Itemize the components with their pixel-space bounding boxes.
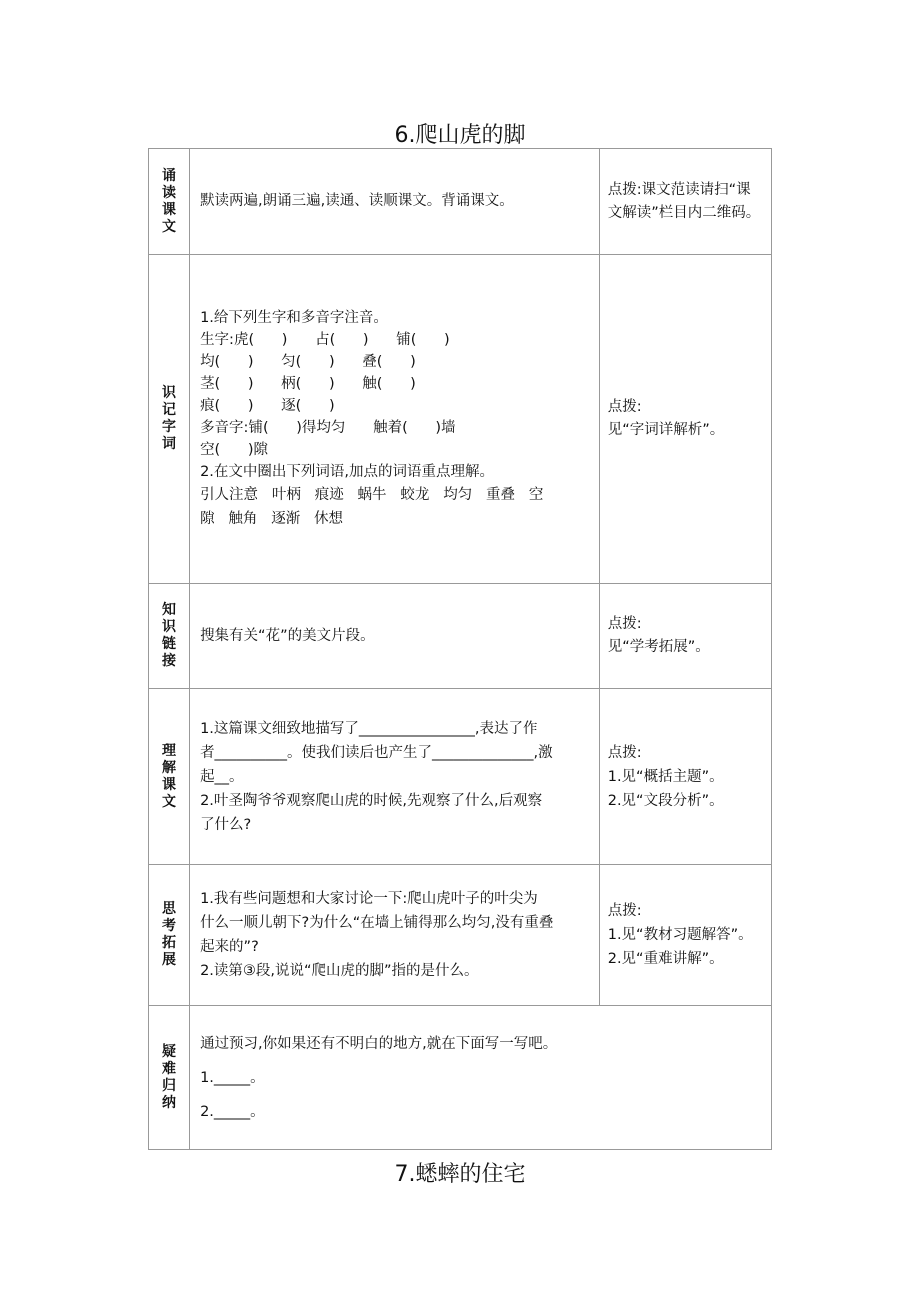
content-line: 生字:虎( ) 占( ) 铺( ) bbox=[200, 332, 450, 348]
tip-cell bbox=[599, 255, 771, 584]
tip-line: 1.见“教材习题解答”。 bbox=[607, 927, 753, 943]
tip-line: 点拨: bbox=[607, 903, 642, 919]
tip-line: 见“学考拓展”。 bbox=[607, 639, 710, 655]
tip-line: 见“字词详解析”。 bbox=[607, 422, 725, 438]
answer-line-2: 2._____。 bbox=[200, 1103, 265, 1120]
tip-line: 1.见“概括主题”。 bbox=[607, 768, 724, 785]
row-content bbox=[190, 584, 600, 689]
row-label: 知识链接 bbox=[149, 584, 190, 689]
tip-line: 点拨: bbox=[607, 616, 642, 632]
tip-cell bbox=[599, 865, 771, 1006]
row-content bbox=[190, 149, 600, 255]
answer-line-1: 1._____。 bbox=[200, 1069, 265, 1086]
content-line: 痕( ) 逐( ) bbox=[200, 398, 335, 414]
row-knowledge-link bbox=[149, 584, 772, 689]
tip-cell bbox=[599, 149, 771, 255]
content-line: 多音字:铺( )得均匀 触着( )墙 bbox=[200, 420, 456, 436]
content-line: 起__。 bbox=[200, 768, 244, 785]
preview-table bbox=[148, 148, 772, 1150]
row-content bbox=[190, 255, 600, 584]
row-recite bbox=[149, 149, 772, 255]
content-line: 2.读第③段,说说“爬山虎的脚”指的是什么。 bbox=[200, 963, 479, 979]
row-extension bbox=[149, 865, 772, 1006]
tip-line: 点拨: bbox=[607, 744, 642, 761]
content-line: 什么一顺儿朝下?为什么“在墙上铺得那么均匀,没有重叠 bbox=[200, 915, 554, 931]
tip-line: 2.见“文段分析”。 bbox=[607, 792, 724, 809]
content-line: 默读两遍,朗诵三遍,读通、读顺课文。背诵课文。 bbox=[200, 193, 514, 209]
content-line: 引人注意 叶柄 痕迹 蜗牛 蛟龙 均匀 重叠 空 bbox=[200, 487, 544, 503]
content-line: 空( )隙 bbox=[200, 442, 269, 458]
tip-line: 点拨:课文范读请扫“课文解读”栏目内二维码。 bbox=[607, 181, 761, 221]
row-understanding bbox=[149, 689, 772, 865]
content-line: 了什么? bbox=[200, 816, 252, 833]
content-line: 2.在文中圈出下列词语,加点的词语重点理解。 bbox=[200, 464, 495, 480]
next-lesson-title: 7.蟋蟀的住宅 bbox=[394, 1162, 526, 1187]
row-content bbox=[190, 1006, 772, 1150]
tip-cell bbox=[599, 584, 771, 689]
tip-cell bbox=[599, 689, 771, 865]
row-content bbox=[190, 689, 600, 865]
row-questions bbox=[149, 1006, 772, 1150]
content-line: 隙 触角 逐渐 休想 bbox=[200, 511, 344, 527]
row-label: 疑难归纳 bbox=[149, 1006, 190, 1150]
content-line: 1.给下列生字和多音字注音。 bbox=[200, 310, 388, 326]
content-line: 通过预习,你如果还有不明白的地方,就在下面写一写吧。 bbox=[200, 1035, 558, 1052]
tip-line: 2.见“重难讲解”。 bbox=[607, 951, 724, 967]
content-line: 1.我有些问题想和大家讨论一下:爬山虎叶子的叶尖为 bbox=[200, 891, 538, 907]
row-label: 思考拓展 bbox=[149, 865, 190, 1006]
content-line: 均( ) 匀( ) 叠( ) bbox=[200, 354, 416, 370]
tip-line: 点拨: bbox=[607, 399, 642, 415]
row-vocabulary bbox=[149, 255, 772, 584]
content-line: 茎( ) 柄( ) 触( ) bbox=[200, 376, 416, 392]
content-line: 2.叶圣陶爷爷观察爬山虎的时候,先观察了什么,后观察 bbox=[200, 792, 543, 809]
row-label: 诵读课文 bbox=[149, 149, 190, 255]
row-label: 识记字词 bbox=[149, 255, 190, 584]
row-label: 理解课文 bbox=[149, 689, 190, 865]
content-line: 者__________。使我们读后也产生了______________,激 bbox=[200, 744, 553, 761]
content-line: 搜集有关“花”的美文片段。 bbox=[200, 627, 375, 644]
content-line: 1.这篇课文细致地描写了________________,表达了作 bbox=[200, 720, 538, 737]
lesson-title: 6.爬山虎的脚 bbox=[394, 123, 526, 148]
content-line: 起来的”? bbox=[200, 939, 259, 955]
row-content bbox=[190, 865, 600, 1006]
